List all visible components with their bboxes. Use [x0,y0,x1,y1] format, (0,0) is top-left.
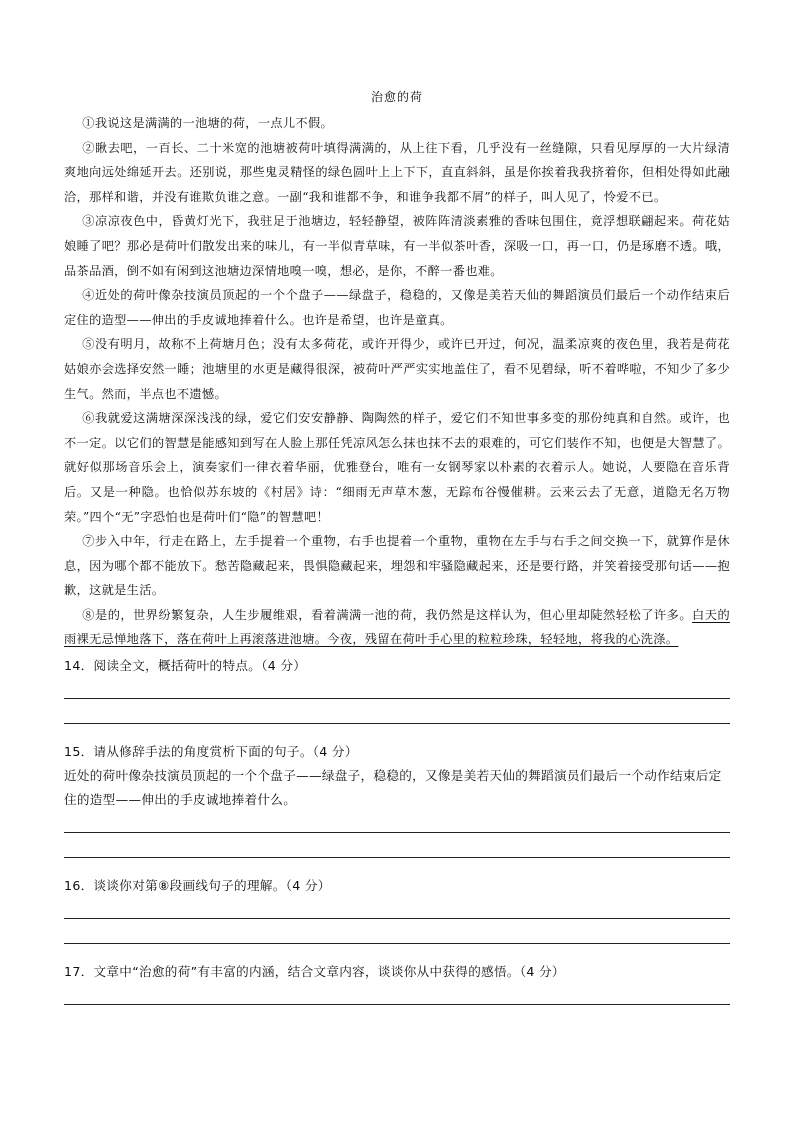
paragraph-7: ⑦步入中年，行走在路上，左手提着一个重物，右手也提着一个重物，重物在左手与右手之间交换一下，就算作是休息，因为哪个都不能放下。愁苦隐藏起来，畏惧隐藏起来，埋怨和牢骚隐藏起来，还是要行路，并笑着接受那句话——抱歉，这就是生活。 [64,534,730,598]
document-page [64,88,730,1005]
paragraph-1: ①我说这是满满的一池塘的荷，一点儿不假。 [82,116,334,130]
question-17: 17．文章中“治愈的荷”有丰富的内涵，结合文章内容，谈谈你从中获得的感悟。（4 分） [64,964,565,980]
answer-line[interactable] [64,857,730,858]
answer-line[interactable] [64,698,730,699]
paragraph-6: ⑥我就爱这满塘深深浅浅的绿，爱它们安安静静、陶陶然的样子，爱它们不知世事多变的那份纯真和自然。或许，也不一定。以它们的智慧是能感知到写在人脸上那任凭凉风怎么抹也抹不去的艰难的，可它们装作不知，也便是大智慧了。就好似那场音乐会上，演奏家们一律衣着华丽，优雅登台，唯有一女钢琴家以朴素的衣着示人。她说，人要隐在音乐背后。又是一种隐。也恰似苏东坡的《村居》诗：“细雨无声草木葱，无踪布谷慢催耕。云来云去了无意，道隐无名万物荣。”四个“无”字恐怕也是荷叶们“隐”的智慧吧！ [64,411,730,524]
question-15: 15．请从修辞手法的角度赏析下面的句子。（4 分） [64,744,358,760]
paragraph-3: ③凉凉夜色中，昏黄灯光下，我驻足于池塘边，轻轻静望，被阵阵清淡素雅的香味包围住，竟浮想联翩起来。荷花姑娘睡了吧？那必是荷叶们散发出来的味儿，有一半似青草味，有一半似茶叶香，深吸一口，再一口，仍是琢磨不透。哦，品茶品酒，倒不如有闲到这池塘边深情地嗅一嗅，想必，是你，不醉一番也难。 [64,214,730,278]
paragraph-8-text: ⑧是的，世界纷繁复杂，人生步履维艰，看着满满一池的荷，我仍然是这样认为，但心里却陡然轻松了许多。 [82,607,693,622]
answer-line[interactable] [64,723,730,724]
answer-line[interactable] [64,918,730,919]
answer-line[interactable] [64,1004,730,1005]
answer-line[interactable] [64,832,730,833]
essay-title: 治愈的荷 [370,90,423,104]
question-14: 14．阅读全文，概括荷叶的特点。（4 分） [64,658,307,674]
question-15-quote: 近处的荷叶像杂技演员顶起的一个个盘子——绿盘子，稳稳的，又像是美若天仙的舞蹈演员们最后一个动作结束后定住的造型——伸出的手皮诚地捧着什么。 [64,768,722,808]
answer-line[interactable] [64,943,730,944]
paragraph-5: ⑤没有明月，故称不上荷塘月色；没有太多荷花，或许开得少，或许已开过，何况，温柔凉爽的夜色里，我若是荷花姑娘亦会选择安然一睡；池塘里的水更是藏得很深，被荷叶严严实实地盖住了，看不见碧绿，听不着哗啦，不知少了多少生气。然而，半点也不遗憾。 [64,337,730,401]
underlined-sentence: 白天的雨裸无忌惮地落下，落在荷叶上再滚落进池塘。今夜，残留在荷叶手心里的粒粒珍珠，轻轻地，将我的心洗涤。 [64,607,730,647]
paragraph-8 [64,603,730,652]
question-16: 16．谈谈你对第⑧段画线句子的理解。（4 分） [64,878,331,894]
paragraph-4: ④近处的荷叶像杂技演员顶起的一个个盘子——绿盘子，稳稳的，又像是美若天仙的舞蹈演员们最后一个动作结束后定住的造型——伸出的手皮诚地捧着什么。也许是希望，也许是童真。 [64,288,730,327]
paragraph-2: ②瞅去吧，一百长、二十米宽的池塘被荷叶填得满满的，从上往下看，几乎没有一丝缝隙，只看见厚厚的一大片绿清爽地向远处绵延开去。还别说，那些鬼灵精怪的绿色圆叶上上下下，直直斜斜，虽是你挨着我我挤着你，但相处得如此融洽，那样和谐，并没有谁欺负谁之意。一副“我和谁都不争，和谁争我都不屑”的样子，叫人见了，怜爱不已。 [64,140,730,204]
